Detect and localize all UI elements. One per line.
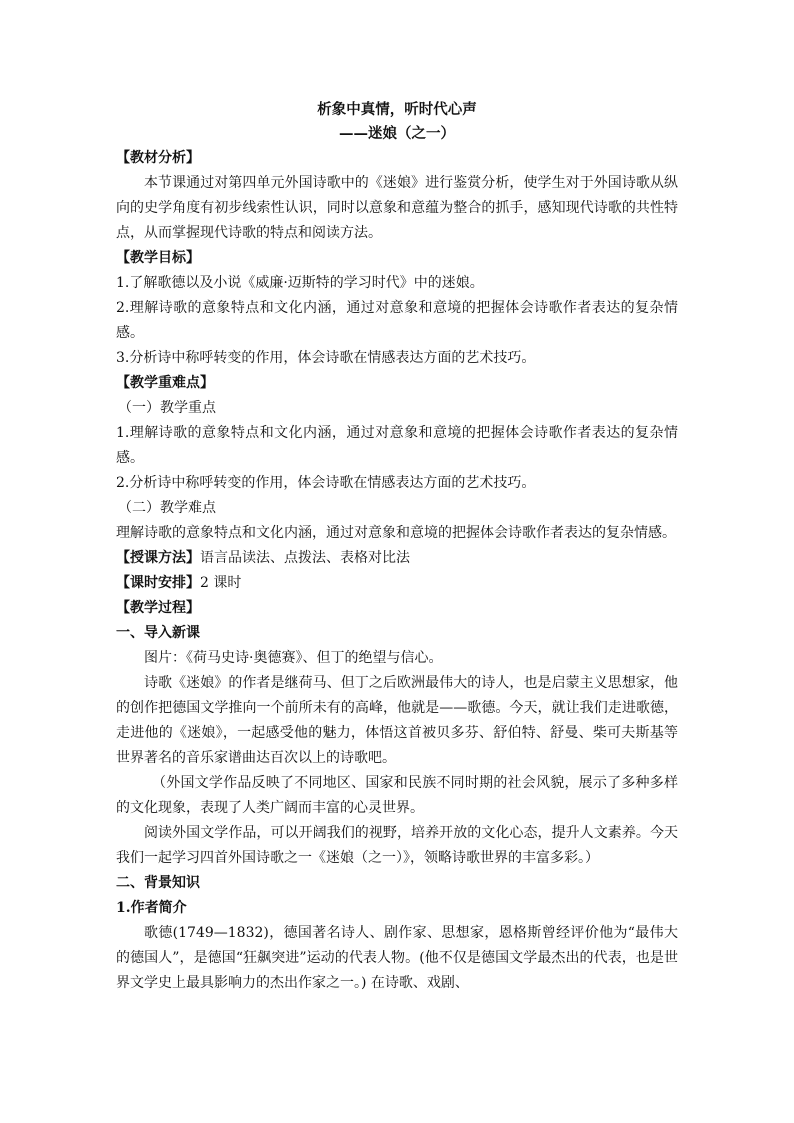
key-points-subheading: （一）教学重点: [118, 400, 216, 416]
document-subtitle: ——迷娘（之一）: [339, 125, 455, 142]
key-point-item-2: 2.分析诗中称呼转变的作用，体会诗歌在情感表达方面的艺术技巧。: [116, 475, 536, 491]
part-background: 二、背景知识: [116, 875, 200, 891]
heading-teaching-objectives: 【教学目标】: [116, 250, 200, 266]
heading-class-hours: 【课时安排】: [116, 575, 200, 591]
textbook-analysis-body: 本节课通过对第四单元外国诗歌中的《迷娘》进行鉴赏分析，使学生对于外国诗歌从纵向的史学角度有初步线索性认识，同时以意象和意蕴为整合的抓手，感知现代诗歌的共性特点，从而掌握现代诗歌的特点和阅读方法。: [116, 175, 678, 241]
intro-paragraph-4: 阅读外国文学作品，可以开阔我们的视野，培养开放的文化心态，提升人文素养。今天我们一起学习四首外国诗歌之一《迷娘（之一）》，领略诗歌世界的丰富多彩。）: [116, 825, 678, 866]
class-hours-value: 2 课时: [200, 575, 242, 591]
heading-teaching-process: 【教学过程】: [116, 600, 200, 616]
objective-item-1: 1.了解歌德以及小说《威廉·迈斯特的学习时代》中的迷娘。: [116, 275, 484, 291]
intro-paragraph-3: （外国文学作品反映了不同地区、国家和民族不同时期的社会风貌，展示了多种多样的文化现象，表现了人类广阔而丰富的心灵世界。: [116, 775, 678, 816]
teaching-method-value: 语言品读法、点拨法、表格对比法: [200, 550, 410, 566]
part-introduction: 一、导入新课: [116, 625, 200, 641]
class-hours-line: [116, 571, 678, 596]
document-title: 析象中真情，听时代心声: [317, 101, 477, 118]
heading-textbook-analysis: 【教材分析】: [116, 150, 200, 166]
teaching-method-line: [116, 546, 678, 571]
difficulties-subheading: （二）教学难点: [118, 500, 216, 516]
objective-item-2: 2.理解诗歌的意象特点和文化内涵，通过对意象和意境的把握体会诗歌作者表达的复杂情感。: [116, 300, 678, 341]
author-intro-heading: 1.作者简介: [116, 900, 187, 916]
document-page: [116, 98, 678, 996]
objective-item-3: 3.分析诗中称呼转变的作用，体会诗歌在情感表达方面的艺术技巧。: [116, 350, 536, 366]
author-intro-body: 歌德(1749—1832)，德国著名诗人、剧作家、思想家，恩格斯曾经评价他为“最伟大的德国人”，是德国“狂飙突进”运动的代表人物。(他不仅是德国文学最杰出的代表，也是世界文学史上最具影响力的杰出作家之一。) 在诗歌、戏剧、: [116, 925, 678, 991]
key-point-item-1: 1.理解诗歌的意象特点和文化内涵，通过对意象和意境的把握体会诗歌作者表达的复杂情感。: [116, 425, 678, 466]
intro-paragraph-2: 诗歌《迷娘》的作者是继荷马、但丁之后欧洲最伟大的诗人，也是启蒙主义思想家，他的创作把德国文学推向一个前所未有的高峰，他就是——歌德。今天，就让我们走进歌德，走进他的《迷娘》，一起感受他的魅力，体悟这首被贝多芬、舒伯特、舒曼、柴可夫斯基等世界著名的音乐家谱曲达百次以上的诗歌吧。: [116, 675, 678, 766]
heading-teaching-method: 【授课方法】: [116, 550, 200, 566]
difficulties-body: 理解诗歌的意象特点和文化内涵，通过对意象和意境的把握体会诗歌作者表达的复杂情感。: [116, 525, 676, 541]
heading-key-difficulties: 【教学重难点】: [116, 375, 214, 391]
intro-paragraph-1: 图片：《荷马史诗·奥德赛》、但丁的绝望与信心。: [144, 650, 443, 666]
